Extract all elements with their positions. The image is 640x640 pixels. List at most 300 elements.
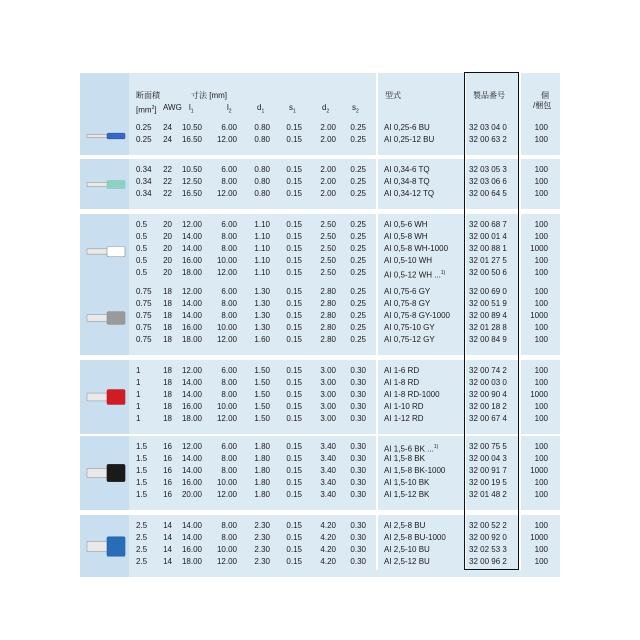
cell-awg: 14	[163, 533, 172, 542]
cell-l1: 14.00	[181, 466, 202, 475]
cell-d2: 4.20	[320, 533, 336, 542]
cell-l1: 18.00	[181, 557, 202, 566]
cell-s2: 0.30	[350, 466, 366, 475]
cell-pcs-per-pack: 100	[534, 402, 548, 411]
cell-s2: 0.25	[350, 299, 366, 308]
cell-pcs-per-pack: 100	[534, 256, 548, 265]
cell-type: AI 0,25-6 BU	[384, 123, 430, 132]
cell-type: AI 1,5-12 BK	[384, 490, 430, 499]
cell-d1: 0.80	[254, 165, 270, 174]
cell-s1: 0.15	[286, 545, 302, 554]
header-s2-s: s	[352, 103, 356, 112]
ferrule-collar	[107, 312, 125, 325]
cell-l1: 18.00	[181, 268, 202, 277]
header-l2-sub: 2	[228, 108, 232, 115]
cell-part-no: 32 00 91 7	[469, 466, 507, 475]
cell-cross-section: 0.34	[136, 177, 152, 186]
header-s1	[289, 103, 296, 117]
cell-l1: 14.00	[181, 390, 202, 399]
cell-awg: 16	[163, 442, 172, 451]
cell-type: AI 1,5-6 BK ...$^{1)}$	[384, 444, 439, 454]
cell-pcs-per-pack: 1000	[530, 244, 548, 253]
header-s2	[352, 103, 359, 117]
cell-pcs-per-pack: 1000	[530, 466, 548, 475]
cell-pcs-per-pack: 1000	[530, 390, 548, 399]
cell-pcs-per-pack: 100	[534, 189, 548, 198]
cell-l1: 18.00	[181, 335, 202, 344]
cell-l2: 8.00	[221, 466, 237, 475]
cell-l2: 8.00	[221, 311, 237, 320]
cell-type: AI 0,5-8 WH-1000	[384, 244, 449, 253]
cell-awg: 24	[163, 123, 172, 132]
cell-s1: 0.15	[286, 256, 302, 265]
cell-part-no: 32 01 48 2	[469, 490, 507, 499]
cell-awg: 18	[163, 323, 172, 332]
cell-awg: 24	[163, 135, 172, 144]
cell-s2: 0.30	[350, 545, 366, 554]
cell-d2: 2.50	[320, 232, 336, 241]
header-part-no: 製品番号	[473, 91, 505, 100]
ferrule-collar	[107, 180, 125, 188]
cell-awg: 22	[163, 177, 172, 186]
cell-type: AI 1,5-10 BK	[384, 478, 430, 487]
cell-s2: 0.25	[350, 189, 366, 198]
cell-cross-section: 1	[136, 414, 141, 423]
cell-type: AI 0,5-12 WH ...$^{1)}$	[384, 270, 446, 280]
cell-l1: 16.00	[181, 323, 202, 332]
cell-part-no: 32 00 63 2	[469, 135, 507, 144]
cell-cross-section: 1	[136, 390, 141, 399]
cell-cross-section: 0.34	[136, 165, 152, 174]
ferrule-tube	[87, 315, 109, 322]
cell-cross-section: 1	[136, 366, 141, 375]
ferrule-icon	[85, 131, 129, 141]
cell-l1: 12.00	[181, 366, 202, 375]
cell-type: AI 1-6 RD	[384, 366, 420, 375]
cell-cross-section: 1.5	[136, 490, 148, 499]
cell-d2: 3.00	[320, 366, 336, 375]
ferrule-collar	[107, 536, 125, 555]
cell-s1: 0.15	[286, 490, 302, 499]
cell-awg: 20	[163, 220, 172, 229]
cell-l2: 8.00	[221, 378, 237, 387]
cell-l2: 8.00	[221, 533, 237, 542]
cell-l1: 14.00	[181, 311, 202, 320]
cell-d2: 2.80	[320, 323, 336, 332]
header-s2-sub: 2	[356, 108, 359, 115]
cell-s2: 0.30	[350, 454, 366, 463]
ferrule-icon	[85, 534, 129, 559]
cell-cross-section: 0.75	[136, 335, 152, 344]
cell-d2: 2.80	[320, 287, 336, 296]
cell-d1: 1.50	[254, 378, 270, 387]
cell-s2: 0.25	[350, 311, 366, 320]
ferrule-collar	[107, 246, 125, 256]
cell-awg: 18	[163, 402, 172, 411]
cell-d1: 1.30	[254, 323, 270, 332]
cell-part-no: 32 00 68 7	[469, 220, 507, 229]
ferrule-collar	[107, 390, 125, 405]
cell-type: AI 0,75-8 GY	[384, 299, 431, 308]
cell-cross-section: 0.75	[136, 311, 152, 320]
cell-s1: 0.15	[286, 366, 302, 375]
ferrule-icon	[85, 462, 129, 484]
cell-type: AI 2,5-10 BU	[384, 545, 430, 554]
cell-s2: 0.25	[350, 220, 366, 229]
cell-l1: 14.00	[181, 244, 202, 253]
header-l2	[227, 103, 232, 117]
cell-l1: 10.50	[181, 123, 202, 132]
cell-l1: 20.00	[181, 490, 202, 499]
cell-type: AI 0,75-12 GY	[384, 335, 435, 344]
column-separator	[376, 73, 378, 570]
cell-pcs-per-pack: 100	[534, 165, 548, 174]
cell-d1: 1.80	[254, 490, 270, 499]
header-awg: AWG	[163, 103, 182, 112]
cell-s2: 0.25	[350, 123, 366, 132]
cell-d2: 3.40	[320, 478, 336, 487]
cell-s2: 0.25	[350, 256, 366, 265]
header-pcs: 個	[541, 91, 549, 100]
cell-s1: 0.15	[286, 189, 302, 198]
ferrule-icon	[85, 244, 129, 259]
cell-pcs-per-pack: 100	[534, 323, 548, 332]
cell-s2: 0.30	[350, 402, 366, 411]
cell-type: AI 0,5-8 WH	[384, 232, 428, 241]
cell-type: AI 0,5-10 WH	[384, 256, 433, 265]
cell-awg: 18	[163, 299, 172, 308]
cell-d2: 2.50	[320, 268, 336, 277]
cell-part-no: 32 00 19 5	[469, 478, 507, 487]
cell-part-no: 32 00 50 6	[469, 268, 507, 277]
cell-awg: 20	[163, 256, 172, 265]
cell-pcs-per-pack: 100	[534, 378, 548, 387]
cell-awg: 20	[163, 232, 172, 241]
cell-pcs-per-pack: 100	[534, 557, 548, 566]
cell-pcs-per-pack: 100	[534, 232, 548, 241]
cell-part-no: 32 00 74 2	[469, 366, 507, 375]
cell-d2: 2.50	[320, 244, 336, 253]
cell-s2: 0.25	[350, 323, 366, 332]
cell-s1: 0.15	[286, 123, 302, 132]
cell-d1: 1.60	[254, 335, 270, 344]
cell-s1: 0.15	[286, 442, 302, 451]
cell-l1: 14.00	[181, 521, 202, 530]
cell-part-no: 32 00 96 2	[469, 557, 507, 566]
cell-part-no: 32 00 64 5	[469, 189, 507, 198]
ferrule-tube	[87, 393, 109, 401]
ferrule-icon	[85, 178, 129, 191]
cell-l2: 10.00	[216, 478, 237, 487]
cell-pcs-per-pack: 100	[534, 366, 548, 375]
cell-d2: 2.00	[320, 135, 336, 144]
cell-l1: 16.00	[181, 256, 202, 265]
cell-s1: 0.15	[286, 390, 302, 399]
cell-l1: 14.00	[181, 232, 202, 241]
cell-cross-section: 2.5	[136, 557, 148, 566]
cell-part-no: 32 00 88 1	[469, 244, 507, 253]
cell-part-no: 32 00 89 4	[469, 311, 507, 320]
cell-l1: 12.00	[181, 287, 202, 296]
cell-l2: 6.00	[221, 220, 237, 229]
cell-l2: 8.00	[221, 454, 237, 463]
cell-l2: 10.00	[216, 256, 237, 265]
cell-awg: 18	[163, 335, 172, 344]
cell-l2: 10.00	[216, 545, 237, 554]
cell-awg: 14	[163, 545, 172, 554]
cell-d1: 1.30	[254, 311, 270, 320]
cell-part-no: 32 01 28 8	[469, 323, 507, 332]
cell-s1: 0.15	[286, 323, 302, 332]
cell-part-no: 32 03 05 3	[469, 165, 507, 174]
cell-s2: 0.25	[350, 232, 366, 241]
cell-part-no: 32 00 67 4	[469, 414, 507, 423]
cell-s2: 0.25	[350, 177, 366, 186]
cell-l2: 12.00	[216, 490, 237, 499]
cell-awg: 18	[163, 287, 172, 296]
cell-awg: 16	[163, 454, 172, 463]
cell-part-no: 32 00 84 9	[469, 335, 507, 344]
cell-l2: 8.00	[221, 244, 237, 253]
cell-type: AI 1-8 RD-1000	[384, 390, 440, 399]
cell-cross-section: 0.5	[136, 220, 148, 229]
cell-l2: 12.00	[216, 335, 237, 344]
cell-s1: 0.15	[286, 478, 302, 487]
cell-d2: 2.00	[320, 123, 336, 132]
cell-s2: 0.30	[350, 478, 366, 487]
cell-cross-section: 0.25	[136, 123, 152, 132]
cell-awg: 18	[163, 311, 172, 320]
cell-d2: 2.50	[320, 220, 336, 229]
cell-s1: 0.15	[286, 287, 302, 296]
cell-pcs-per-pack: 100	[534, 335, 548, 344]
cell-awg: 18	[163, 366, 172, 375]
header-s1-s: s	[289, 103, 293, 112]
cell-awg: 14	[163, 557, 172, 566]
cell-pcs-per-pack: 100	[534, 287, 548, 296]
ferrule-icon	[85, 387, 129, 407]
cell-cross-section: 1	[136, 402, 141, 411]
header-l1-sub: 1	[190, 108, 194, 115]
cell-s1: 0.15	[286, 521, 302, 530]
cell-s2: 0.30	[350, 442, 366, 451]
cell-pcs-per-pack: 1000	[530, 533, 548, 542]
cell-d1: 2.30	[254, 557, 270, 566]
cell-l1: 14.00	[181, 454, 202, 463]
cell-s1: 0.15	[286, 268, 302, 277]
cell-cross-section: 0.5	[136, 268, 148, 277]
cell-d1: 2.30	[254, 545, 270, 554]
cell-cross-section: 0.25	[136, 135, 152, 144]
cell-pcs-per-pack: 100	[534, 454, 548, 463]
cell-l1: 10.50	[181, 165, 202, 174]
cell-pcs-per-pack: 100	[534, 490, 548, 499]
cell-awg: 18	[163, 378, 172, 387]
ferrule-tube	[87, 541, 109, 551]
cell-s2: 0.30	[350, 490, 366, 499]
cell-s1: 0.15	[286, 533, 302, 542]
cell-d1: 1.10	[254, 232, 270, 241]
cell-l2: 12.00	[216, 135, 237, 144]
cell-s1: 0.15	[286, 454, 302, 463]
cell-d1: 0.80	[254, 135, 270, 144]
cell-pcs-per-pack: 100	[534, 478, 548, 487]
cell-s2: 0.25	[350, 244, 366, 253]
cell-d1: 1.10	[254, 220, 270, 229]
cell-type: AI 0,75-6 GY	[384, 287, 431, 296]
cell-d1: 0.80	[254, 123, 270, 132]
ferrule-tube	[87, 182, 109, 186]
cell-pcs-per-pack: 100	[534, 177, 548, 186]
cell-d2: 2.00	[320, 165, 336, 174]
cell-s1: 0.15	[286, 414, 302, 423]
cell-d1: 1.80	[254, 442, 270, 451]
cell-cross-section: 0.75	[136, 287, 152, 296]
header-mm2	[136, 103, 157, 116]
cell-type: AI 0,34-12 TQ	[384, 189, 435, 198]
cell-cross-section: 2.5	[136, 545, 148, 554]
cell-type: AI 0,25-12 BU	[384, 135, 435, 144]
cell-awg: 22	[163, 189, 172, 198]
ferrule-collar	[107, 133, 125, 139]
cell-s1: 0.15	[286, 335, 302, 344]
cell-l2: 8.00	[221, 390, 237, 399]
cell-pcs-per-pack: 100	[534, 268, 548, 277]
header-per-pack: /梱包	[533, 101, 552, 110]
header-dimensions: 寸法 [mm]	[191, 91, 227, 100]
cell-d2: 3.00	[320, 414, 336, 423]
cell-d1: 1.50	[254, 402, 270, 411]
header-bracket: ]	[154, 105, 157, 115]
cell-l2: 6.00	[221, 287, 237, 296]
cell-l2: 8.00	[221, 177, 237, 186]
cell-cross-section: 1.5	[136, 442, 148, 451]
cell-l2: 8.00	[221, 521, 237, 530]
cell-d1: 1.80	[254, 454, 270, 463]
cell-d1: 2.30	[254, 533, 270, 542]
header-d2	[322, 103, 329, 117]
cell-d1: 1.80	[254, 478, 270, 487]
cell-cross-section: 0.5	[136, 244, 148, 253]
cell-awg: 16	[163, 478, 172, 487]
cell-part-no: 32 00 01 4	[469, 232, 507, 241]
cell-s2: 0.30	[350, 366, 366, 375]
cell-l2: 10.00	[216, 323, 237, 332]
cell-s2: 0.30	[350, 414, 366, 423]
cell-s1: 0.15	[286, 232, 302, 241]
cell-l1: 14.00	[181, 533, 202, 542]
cell-awg: 20	[163, 268, 172, 277]
cell-d1: 1.30	[254, 299, 270, 308]
cell-awg: 22	[163, 165, 172, 174]
header-sup2: 2	[151, 105, 155, 111]
cell-type: AI 0,34-6 TQ	[384, 165, 430, 174]
cell-part-no: 32 02 53 3	[469, 545, 507, 554]
cell-s2: 0.30	[350, 390, 366, 399]
cell-s1: 0.15	[286, 165, 302, 174]
cell-awg: 18	[163, 390, 172, 399]
cell-type: AI 1,5-8 BK-1000	[384, 466, 446, 475]
cell-pcs-per-pack: 100	[534, 442, 548, 451]
cell-l1: 18.00	[181, 414, 202, 423]
cell-type: AI 1,5-8 BK	[384, 454, 425, 463]
cell-pcs-per-pack: 100	[534, 521, 548, 530]
header-s1-sub: 1	[293, 108, 296, 115]
cell-l1: 12.50	[181, 177, 202, 186]
cell-s2: 0.25	[350, 287, 366, 296]
cell-s2: 0.30	[350, 557, 366, 566]
cell-d2: 2.00	[320, 189, 336, 198]
cell-type: AI 0,75-10 GY	[384, 323, 435, 332]
header-cross-section: 断面積	[136, 91, 160, 100]
cell-l1: 12.00	[181, 442, 202, 451]
cell-d1: 1.10	[254, 244, 270, 253]
cell-l1: 16.50	[181, 189, 202, 198]
cell-d1: 1.50	[254, 366, 270, 375]
cell-s2: 0.30	[350, 521, 366, 530]
cell-cross-section: 1.5	[136, 466, 148, 475]
cell-type: AI 0,34-8 TQ	[384, 177, 430, 186]
header-d1-sub: 1	[261, 108, 265, 115]
cell-d1: 1.10	[254, 268, 270, 277]
cell-pcs-per-pack: 100	[534, 123, 548, 132]
cell-l1: 14.00	[181, 378, 202, 387]
cell-d2: 2.50	[320, 256, 336, 265]
cell-cross-section: 0.5	[136, 232, 148, 241]
header-l2-l: l	[227, 103, 229, 112]
cell-part-no: 32 01 27 5	[469, 256, 507, 265]
cell-part-no: 32 00 75 5	[469, 442, 507, 451]
cell-cross-section: 1	[136, 378, 141, 387]
cell-s2: 0.25	[350, 335, 366, 344]
cell-cross-section: 0.5	[136, 256, 148, 265]
ferrule-collar	[107, 464, 125, 481]
cell-d2: 3.00	[320, 402, 336, 411]
cell-d1: 0.80	[254, 189, 270, 198]
cell-l2: 12.00	[216, 557, 237, 566]
cell-s1: 0.15	[286, 378, 302, 387]
cell-d1: 2.30	[254, 521, 270, 530]
cell-pcs-per-pack: 1000	[530, 311, 548, 320]
cell-l2: 6.00	[221, 442, 237, 451]
cell-s1: 0.15	[286, 220, 302, 229]
cell-part-no: 32 00 51 9	[469, 299, 507, 308]
header-d1	[257, 103, 264, 117]
cell-s2: 0.30	[350, 533, 366, 542]
part-number-column-box	[464, 72, 519, 570]
ferrule-icon	[85, 309, 129, 327]
cell-l2: 10.00	[216, 402, 237, 411]
cell-d2: 3.00	[320, 378, 336, 387]
cell-l1: 14.00	[181, 299, 202, 308]
column-separator	[519, 73, 521, 570]
cell-type: AI 2,5-12 BU	[384, 557, 430, 566]
cell-l2: 12.00	[216, 414, 237, 423]
cell-cross-section: 1.5	[136, 478, 148, 487]
cell-awg: 16	[163, 466, 172, 475]
cell-part-no: 32 00 03 0	[469, 378, 507, 387]
cell-type: AI 0,75-8 GY-1000	[384, 311, 450, 320]
cell-l1: 16.00	[181, 478, 202, 487]
cell-l1: 16.00	[181, 402, 202, 411]
footnote-mark: 1)	[440, 270, 446, 276]
cell-part-no: 32 03 06 6	[469, 177, 507, 186]
cell-part-no: 32 00 52 2	[469, 521, 507, 530]
cell-s2: 0.25	[350, 165, 366, 174]
cell-l2: 12.00	[216, 189, 237, 198]
header-d2-d: d	[322, 103, 327, 112]
cell-type: AI 2,5-8 BU	[384, 521, 426, 530]
